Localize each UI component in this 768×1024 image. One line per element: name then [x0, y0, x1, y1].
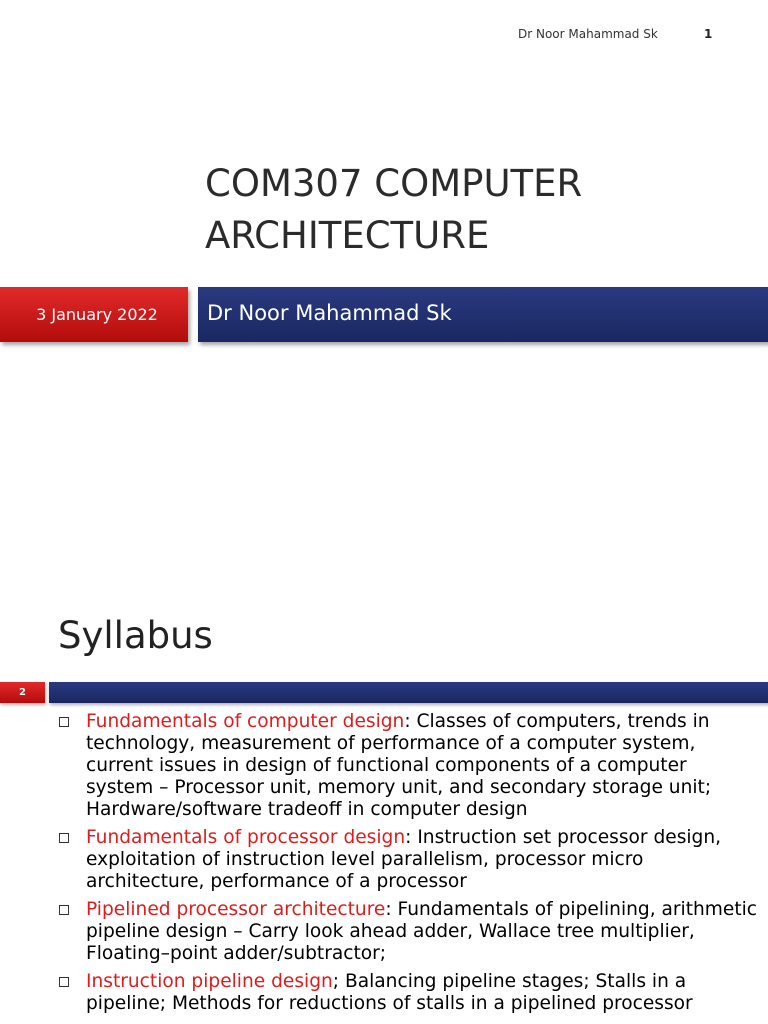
item-text: : Fundamentals of pipelining, arithmetic pipeline design – Carry look ahead adder, Wallace tree multiplier, Floating–point adder/subtractor;	[86, 899, 758, 964]
page-number: 1	[704, 27, 713, 41]
syllabus-slide	[0, 590, 768, 1024]
slide-title	[205, 158, 745, 262]
item-heading: Fundamentals of computer design	[86, 711, 405, 732]
list-item	[58, 899, 758, 965]
title-line-1: COM307 COMPUTER	[205, 162, 583, 205]
list-item	[58, 971, 758, 1015]
page-number-badge: 2	[0, 682, 45, 703]
presenter-bar: Dr Noor Mahammad Sk	[198, 287, 768, 342]
item-text: : Instruction set processor design, exploitation of instruction level parallelism, processor micro architecture, performance of a processor	[86, 827, 722, 892]
date-badge: 3 January 2022	[0, 287, 188, 342]
header-author: Dr Noor Mahammad Sk	[518, 27, 658, 41]
square-bullet-icon	[59, 717, 69, 727]
list-item	[58, 711, 758, 821]
item-text: : Classes of computers, trends in technology, measurement of performance of a computer system, current issues in design of functional components of a computer system – Processor unit, memory unit, and secondary storage unit; Hardware/software tradeoff in computer design	[86, 711, 712, 820]
square-bullet-icon	[59, 977, 69, 987]
item-heading: Fundamentals of processor design	[86, 827, 406, 848]
square-bullet-icon	[59, 833, 69, 843]
square-bullet-icon	[59, 905, 69, 915]
item-text: ; Balancing pipeline stages; Stalls in a pipeline; Methods for reductions of stalls in a pipelined processor	[86, 971, 693, 1014]
item-heading: Pipelined processor architecture	[86, 899, 386, 920]
title-divider-bar	[49, 682, 768, 703]
title-line-2: ARCHITECTURE	[205, 214, 490, 257]
syllabus-list	[58, 711, 758, 1021]
syllabus-title: Syllabus	[58, 614, 213, 657]
item-heading: Instruction pipeline design	[86, 971, 333, 992]
list-item	[58, 827, 758, 893]
